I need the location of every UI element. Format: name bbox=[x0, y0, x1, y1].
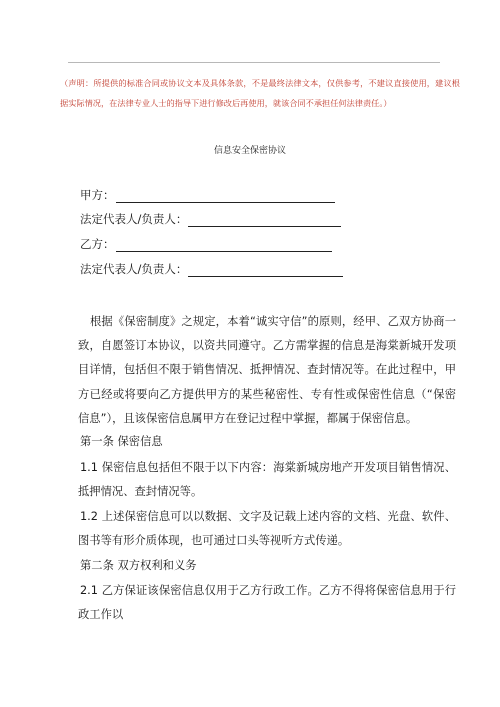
header-rule bbox=[68, 62, 440, 63]
party-b-label: 乙方： bbox=[80, 237, 115, 251]
clause-2-1: 2.1 乙方保证该保密信息仅用于乙方行政工作。乙方不得将保密信息用于行政工作以 bbox=[78, 584, 456, 622]
party-a-rep-blank bbox=[188, 214, 341, 227]
party-b-row bbox=[80, 236, 332, 252]
disclaimer-notice: （声明：所提供的标准合同或协议文本及具体条款，不是最终法律文本，仅供参考，不建议直接使用，建议根据实际情况，在法律专业人士的指导下进行修改后再使用，就该合同不承担任何法律责任。） bbox=[60, 78, 460, 108]
party-b-rep-blank bbox=[188, 264, 343, 277]
party-a-row bbox=[80, 187, 335, 203]
article-2-heading: 第二条 双方权利和义务 bbox=[80, 559, 197, 572]
party-b-blank bbox=[116, 239, 332, 252]
party-b-rep-row bbox=[80, 261, 343, 277]
clause-1-2: 1.2 上述保密信息可以以数据、文字及记载上述内容的文档、光盘、软件、图书等有形介质体现，也可通过口头等视听方式传递。 bbox=[78, 510, 456, 548]
party-a-blank bbox=[116, 190, 335, 203]
party-a-rep-row bbox=[80, 211, 341, 227]
party-a-label: 甲方： bbox=[80, 188, 115, 202]
document-title: 信息安全保密协议 bbox=[213, 146, 286, 156]
clause-1-1: 1.1 保密信息包括但不限于以下内容：海棠新城房地产开发项目销售情况、抵押情况、查封情况等。 bbox=[78, 461, 456, 499]
party-a-rep-label: 法定代表人/负责人： bbox=[80, 212, 188, 226]
party-b-rep-label: 法定代表人/负责人： bbox=[80, 262, 188, 276]
intro-paragraph: 根据《保密制度》之规定，本着“诚实守信”的原则，经甲、乙双方协商一致，自愿签订本协议，以资共同遵守。乙方需掌握的信息是海棠新城开发项目详情，包括但不限于销售情况、抵押情况、查封情况等。在此过程中，甲方已经或将要向乙方提供甲方的某些秘密性、专有性或保密性信息（“保密信息”），且该保密信息属甲方在登记过程中掌握，都属于保密信息。 bbox=[78, 315, 456, 425]
article-1-heading: 第一条 保密信息 bbox=[80, 435, 163, 448]
